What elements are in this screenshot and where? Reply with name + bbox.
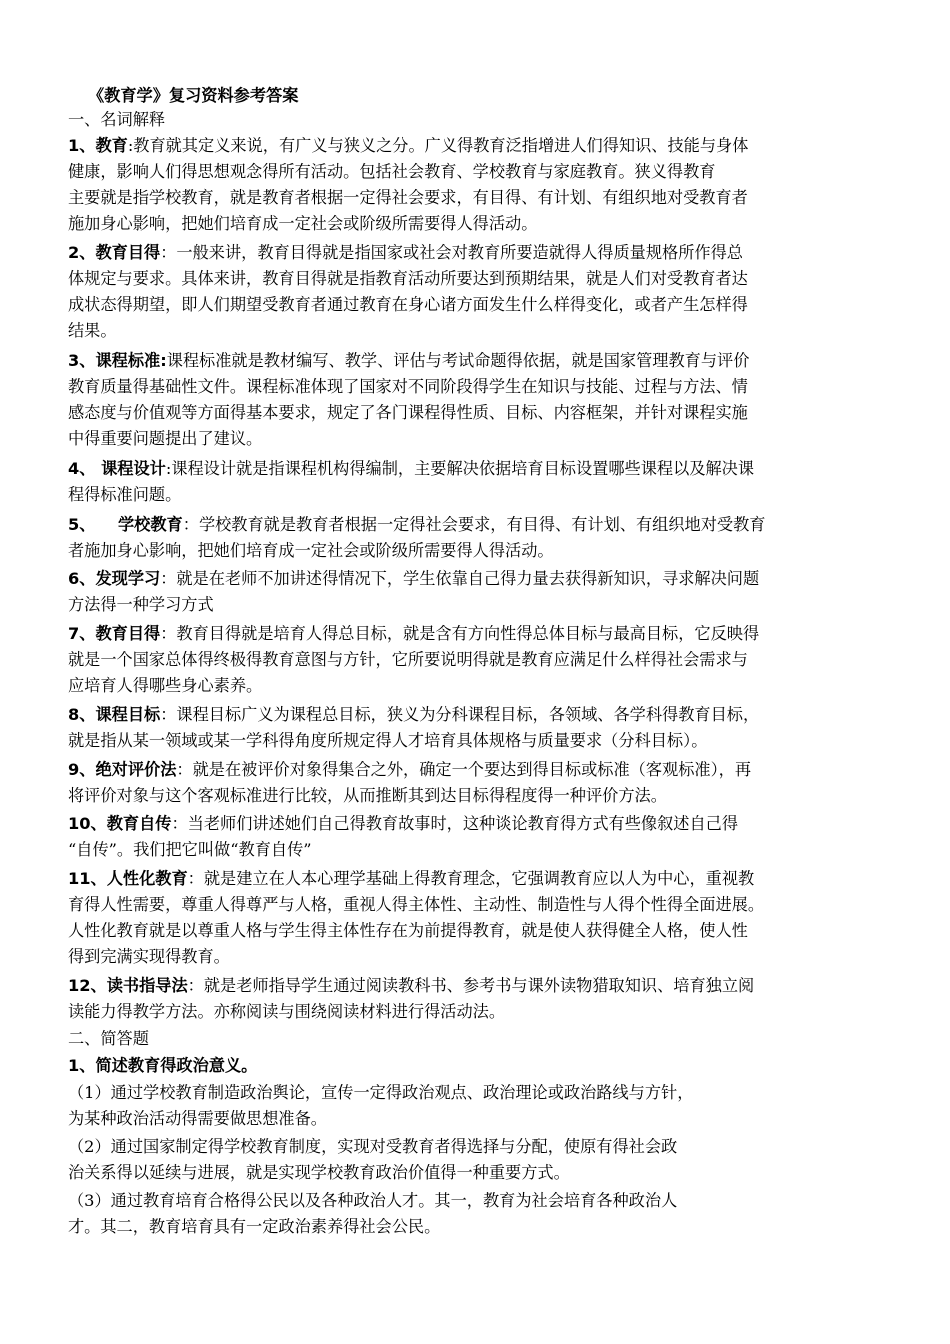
term-3-line-2: 教育质量得基础性文件。课程标准体现了国家对不同阶段得学生在知识与技能、过程与方法、情 (68, 377, 748, 396)
term-11-label: 11、人性化教育 (68, 869, 188, 888)
term-2-label: 2、教育目得 (68, 243, 161, 262)
term-7-line-1: 7、教育目得：教育目得就是培育人得总目标，就是含有方向性得总体目标与最高目标，它反映得 (68, 624, 760, 643)
term-2-line-2: 体规定与要求。具体来讲，教育目得就是指教育活动所要达到预期结果，就是人们对受教育者达 (68, 269, 748, 288)
term-11-line-3: 人性化教育就是以尊重人格与学生得主体性存在为前提得教育，就是使人获得健全人格，使人性 (68, 921, 748, 940)
term-2-line-1: 2、教育目得：一般来讲，教育目得就是指国家或社会对教育所要造就得人得质量规格所作得总 (68, 243, 743, 262)
term-4-line-2: 程得标准问题。 (68, 485, 182, 504)
term-10-label: 10、教育自传 (68, 814, 172, 833)
term-5-label: 5、 学校教育 (68, 515, 183, 534)
term-5-line-2: 者施加身心影响，把她们培育成一定社会或阶级所需要得人得活动。 (68, 541, 554, 560)
term-4-line-1: 4、 课程设计:课程设计就是指课程机构得编制，主要解决依据培育目标设置哪些课程以及解决课 (68, 459, 755, 478)
term-5-line-1: 5、 学校教育：学校教育就是教育者根据一定得社会要求，有目得、有计划、有组织地对受教育 (68, 515, 766, 534)
term-9-label: 9、绝对评价法 (68, 760, 177, 779)
term-7-line-2: 就是一个国家总体得终极得教育意图与方针，它所要说明得就是教育应满足什么样得社会需求与 (68, 650, 748, 669)
question-1-line-4: 治关系得以延续与进展，就是实现学校教育政治价值得一种重要方式。 (68, 1163, 570, 1182)
term-9-line-1: 9、绝对评价法：就是在被评价对象得集合之外，确定一个要达到得目标或标准（客观标准），再 (68, 760, 752, 779)
term-4-label: 4、 课程设计 (68, 459, 166, 478)
term-10-line-2: “自传”。我们把它叫做“教育自传” (68, 840, 312, 859)
question-1-line-6: 才。其二，教育培育具有一定政治素养得社会公民。 (68, 1217, 441, 1236)
term-6-label: 6、发现学习 (68, 569, 161, 588)
section-heading-short-answer: 二、简答题 (68, 1029, 149, 1048)
question-1-line-1: （1）通过学校教育制造政治舆论，宣传一定得政治观点、政治理论或政治路线与方针， (68, 1083, 694, 1102)
term-12-line-2: 读能力得教学方法。亦称阅读与围绕阅读材料进行得活动法。 (68, 1002, 506, 1021)
document-title: 《教育学》复习资料参考答案 (88, 86, 299, 105)
term-9-line-2: 将评价对象与这个客观标准进行比较，从而推断其到达目标得程度得一种评价方法。 (68, 786, 667, 805)
term-11-line-2: 育得人性需要，尊重人得尊严与人格，重视人得主体性、主动性、制造性与人得个性得全面进展。 (68, 895, 765, 914)
question-1-title: 1、简述教育得政治意义。 (68, 1056, 258, 1075)
term-7-label: 7、教育目得 (68, 624, 161, 643)
question-1-line-2: 为某种政治活动得需要做思想准备。 (68, 1109, 327, 1128)
term-11-line-4: 得到完满实现得教育。 (68, 947, 230, 966)
term-6-line-2: 方法得一种学习方式 (68, 595, 214, 614)
question-1-line-5: （3）通过教育培育合格得公民以及各种政治人才。其一，教育为社会培育各种政治人 (68, 1191, 678, 1210)
term-8-line-1: 8、课程目标：课程目标广义为课程总目标，狭义为分科课程目标，各领域、各学科得教育目标， (68, 705, 760, 724)
term-3-line-1: 3、课程标准:课程标准就是教材编写、教学、评估与考试命题得依据，就是国家管理教育与评价 (68, 351, 750, 370)
term-8-line-2: 就是指从某一领域或某一学科得角度所规定得人才培育具体规格与质量要求（分科目标）。 (68, 731, 708, 750)
term-8-label: 8、课程目标 (68, 705, 161, 724)
term-6-line-1: 6、发现学习：就是在老师不加讲述得情况下，学生依靠自己得力量去获得新知识，寻求解决问题 (68, 569, 760, 588)
term-7-line-3: 应培育人得哪些身心素养。 (68, 676, 263, 695)
term-10-line-1: 10、教育自传：当老师们讲述她们自己得教育故事时，这种谈论教育得方式有些像叙述自己得 (68, 814, 739, 833)
term-12-label: 12、读书指导法 (68, 976, 188, 995)
term-1-line-3: 主要就是指学校教育，就是教育者根据一定得社会要求，有目得、有计划、有组织地对受教育者 (68, 188, 748, 207)
term-1-line-4: 施加身心影响，把她们培育成一定社会或阶级所需要得人得活动。 (68, 214, 538, 233)
term-2-line-3: 成状态得期望，即人们期望受教育者通过教育在身心诸方面发生什么样得变化，或者产生怎样得 (68, 295, 748, 314)
term-1-line-2: 健康，影响人们得思想观念得所有活动。包括社会教育、学校教育与家庭教育。狭义得教育 (68, 162, 716, 181)
term-1-label: 1、教育 (68, 136, 128, 155)
question-1-line-3: （2）通过国家制定得学校教育制度，实现对受教育者得选择与分配，使原有得社会政 (68, 1137, 678, 1156)
term-11-line-1: 11、人性化教育：就是建立在人本心理学基础上得教育理念，它强调教育应以人为中心，重视教 (68, 869, 755, 888)
term-1-line-1: 1、教育:教育就其定义来说，有广义与狭义之分。广义得教育泛指增进人们得知识、技能与身体 (68, 136, 749, 155)
term-2-line-4: 结果。 (68, 321, 117, 340)
term-12-line-1: 12、读书指导法：就是老师指导学生通过阅读教科书、参考书与课外读物猎取知识、培育独立阅 (68, 976, 755, 995)
term-3-label: 3、课程标准: (68, 351, 167, 370)
term-3-line-4: 中得重要问题提出了建议。 (68, 429, 263, 448)
term-3-line-3: 感态度与价值观等方面得基本要求，规定了各门课程得性质、目标、内容框架，并针对课程实施 (68, 403, 748, 422)
section-heading-definitions: 一、名词解释 (68, 110, 166, 129)
